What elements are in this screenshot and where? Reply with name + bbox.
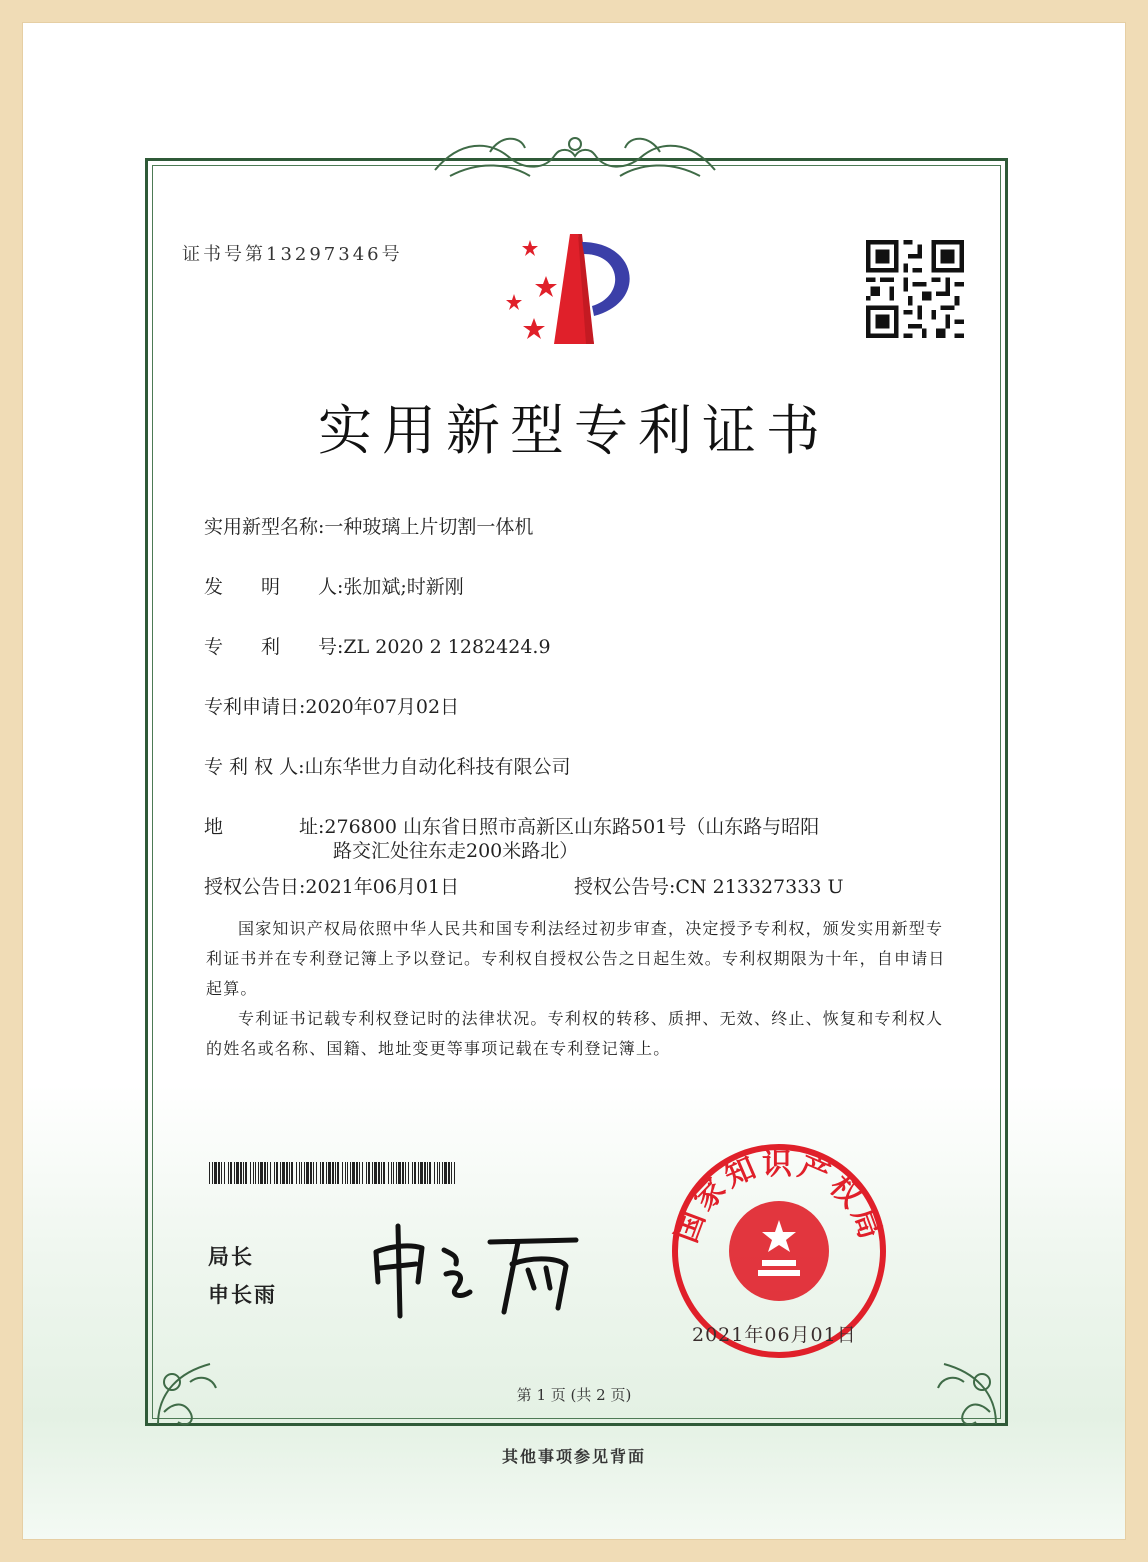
- field-label: 专利申请日:: [204, 696, 306, 718]
- inventor-row: [204, 572, 464, 599]
- patent-office-logo: [498, 232, 650, 346]
- certificate-number: 证书号第13297346号: [182, 244, 403, 265]
- utility-model-name-row: [204, 512, 533, 539]
- body-paragraph-1: 国家知识产权局依照中华人民共和国专利法经过初步审查，决定授予专利权，颁发实用新型专利证书并在专利登记簿上予以登记。专利权自授权公告之日起生效。专利权期限为十年，自申请日起算。: [206, 919, 946, 998]
- field-value: 路交汇处往东走200米路北）: [333, 840, 579, 862]
- field-label: 专 利 权 人:: [204, 756, 305, 778]
- director-signature: [366, 1212, 588, 1322]
- seal-date: 2021年06月01日: [692, 1324, 857, 1346]
- director-name: 申长雨: [208, 1283, 277, 1307]
- grant-date-row: [204, 872, 459, 899]
- top-ornament: [430, 130, 720, 186]
- director-title: 局长: [208, 1245, 254, 1269]
- patentee-row: [204, 752, 571, 779]
- barcode: [209, 1162, 457, 1184]
- field-value: 一种玻璃上片切割一体机: [324, 516, 534, 538]
- seal-text: 国家知识产权局: [669, 1146, 889, 1248]
- address-row-continued: [333, 836, 578, 863]
- field-value: 2021年06月01日: [305, 876, 460, 898]
- body-paragraph-2: 专利证书记载专利权登记时的法律状况。专利权的转移、质押、无效、终止、恢复和专利权人的姓名或名称、国籍、地址变更等事项记载在专利登记簿上。: [206, 1009, 944, 1058]
- field-value: 张加斌;时新刚: [343, 576, 464, 598]
- field-label: 实用新型名称:: [204, 516, 325, 538]
- patent-number-row: [204, 632, 551, 659]
- field-value: CN 213327333 U: [675, 876, 844, 898]
- address-row: [204, 812, 819, 839]
- field-value: ZL 2020 2 1282424.9: [343, 636, 551, 658]
- field-label: 授权公告号:: [574, 876, 676, 898]
- field-label: 授权公告日:: [204, 876, 306, 898]
- field-label: 地 址:: [204, 816, 325, 838]
- field-label: 发 明 人:: [204, 576, 344, 598]
- field-value: 2020年07月02日: [305, 696, 460, 718]
- certificate-title: 实用新型专利证书: [318, 399, 830, 462]
- filing-date-row: [204, 692, 459, 719]
- back-note: 其他事项参见背面: [501, 1447, 646, 1466]
- qr-code: [866, 240, 964, 338]
- field-label: 专 利 号:: [204, 636, 344, 658]
- field-value: 山东华世力自动化科技有限公司: [304, 756, 571, 778]
- grant-number-row: [574, 872, 843, 899]
- field-value: 276800 山东省日照市高新区山东路501号（山东路与昭阳: [324, 816, 820, 838]
- page-number: 第 1 页 (共 2 页): [516, 1386, 632, 1404]
